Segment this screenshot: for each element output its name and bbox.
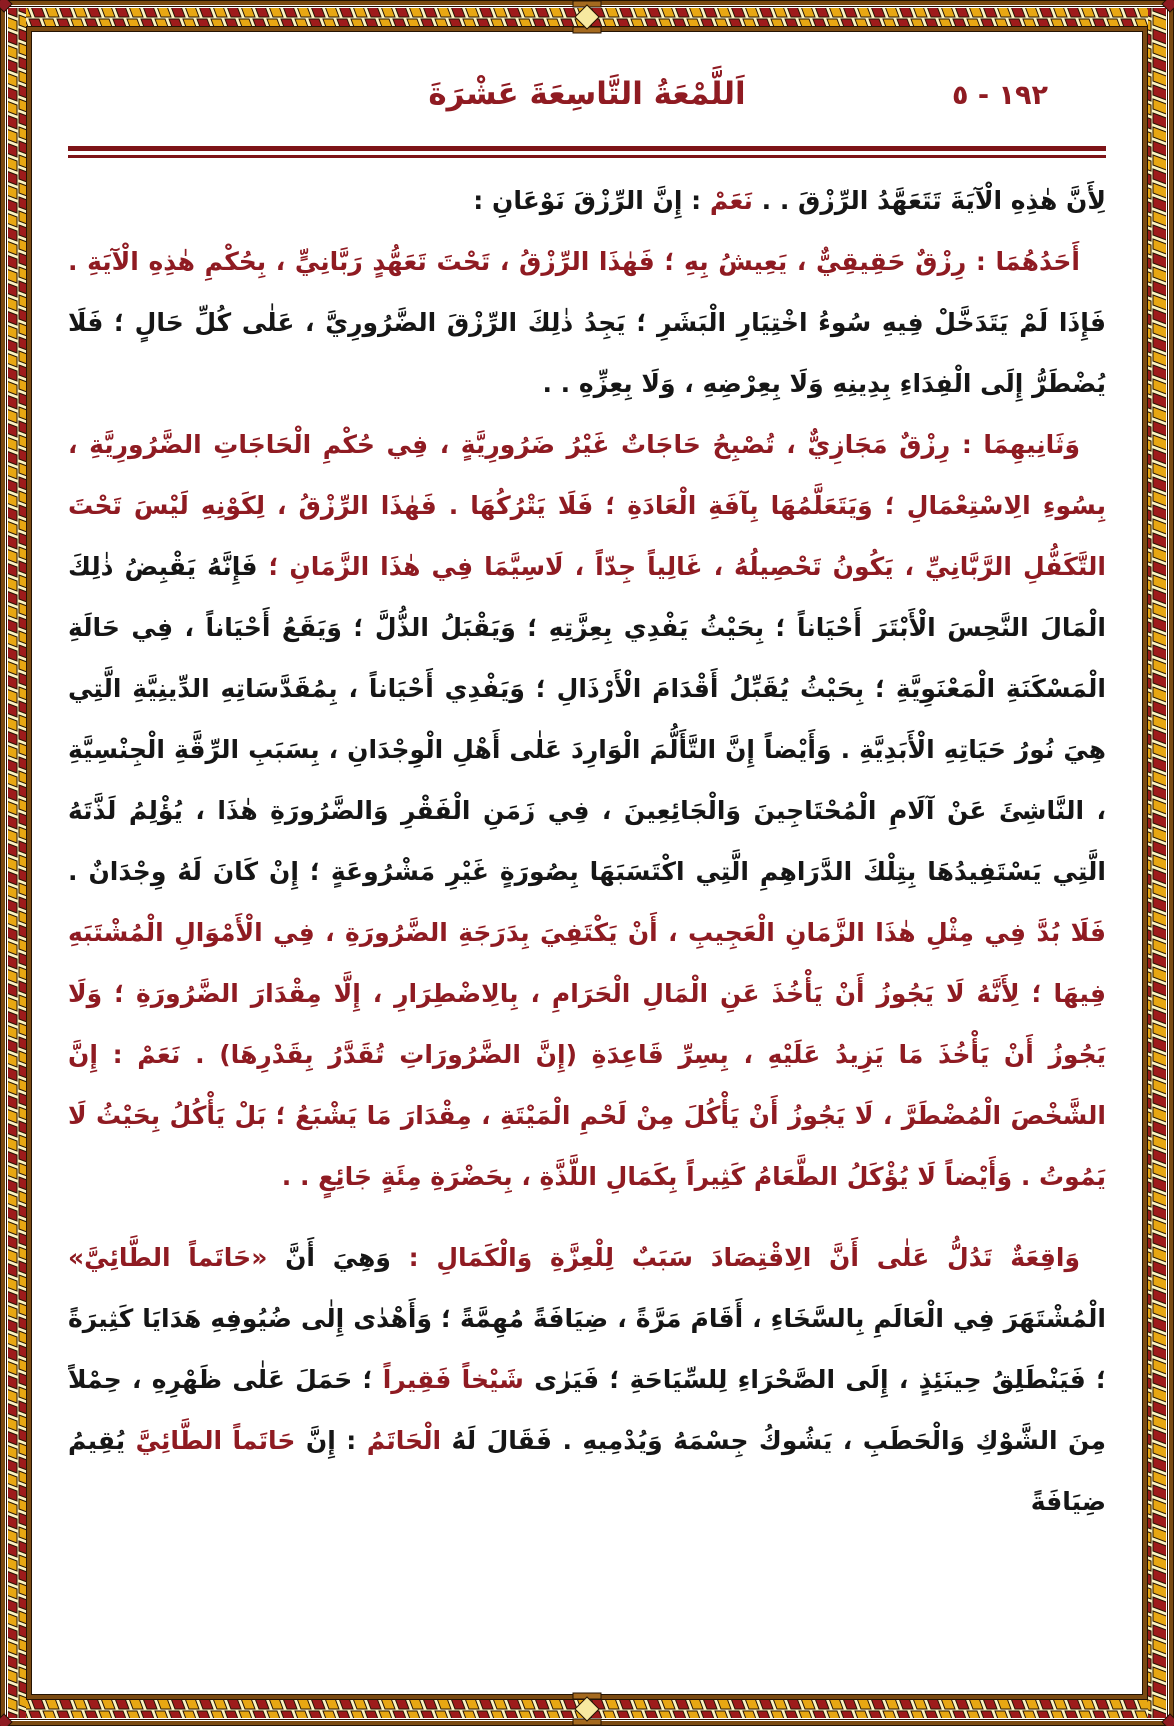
emphasis-run: الْحَاتَمُ [366, 1426, 442, 1455]
text-run: لِأَنَّ هٰذِهِ الْآيَةَ تَتَعَهَّدُ الرِّزْقَ . . [752, 186, 1106, 215]
border-band-right [1148, 8, 1166, 1718]
bottom-center-ornament [573, 1693, 601, 1725]
paragraph [68, 170, 1106, 231]
page-number-value: ١٩٢ - ٥ [952, 80, 1048, 111]
corner-ornament [1162, 0, 1174, 12]
page-title: اَللَّمْعَةُ التَّاسِعَةَ عَشْرَةَ [428, 76, 746, 112]
border-band-bottom [8, 1700, 1166, 1718]
border-band-top [8, 8, 1166, 26]
text-run: الْمُشْتَهَرَ فِي الْعَالَمِ بِالسَّخَاءِ ، أَقَامَ مَرَّةً ، ضِيَافَةً مُهِمَّةً ؛ وَأَهْدٰى إِلٰى ضُيُوفِهِ هَدَايَا كَثِيرَةً ؛ فَيَنْطَلِقُ حِينَئِذٍ ، إِلَى الصَّحْرَاءِ لِلسِّيَاحَةِ ؛ فَيَرٰى [68, 1304, 1106, 1394]
text-run: يُقِيمُ ضِيَافَةً [68, 1426, 1106, 1516]
emphasis-run: أَحَدُهُمَا : رِزْقٌ حَقِيقِيٌّ ، يَعِيشُ بِهِ ؛ فَهٰذَا الرِّزْقُ ، تَحْتَ تَعَهُّدٍ رَبَّانِيٍّ ، بِحُكْمِ هٰذِهِ الْآيَةِ . [68, 247, 1080, 276]
text-run: : إِنَّ [295, 1426, 367, 1455]
paragraph [68, 1227, 1106, 1532]
corner-ornament [0, 1714, 12, 1726]
corner-ornament [0, 0, 12, 12]
emphasis-run: نَعَمْ [709, 186, 753, 215]
emphasis-run: وَاقِعَةٌ تَدُلُّ عَلٰى أَنَّ الِاقْتِصَادَ سَبَبٌ لِلْعِزَّةِ وَالْكَمَالِ : [390, 1243, 1081, 1272]
emphasis-run: وَثَانِيهِمَا : رِزْقٌ مَجَازِيٌّ ، تُصْبِحُ حَاجَاتٌ غَيْرُ ضَرُورِيَّةٍ ، فِي حُكْمِ الْحَاجَاتِ الضَّرُورِيَّةِ ، بِسُوءِ الِاسْتِعْمَالِ ؛ وَيَتَعَلَّمُهَا بِآفَةِ الْعَادَةِ ؛ فَلَا يَتْرُكُهَا . فَهٰذَا الرِّزْقُ ، لِكَوْنِهِ لَيْسَ تَحْتَ التَّكَفُّلِ الرَّبَّانِيِّ ، يَكُونُ تَحْصِيلُهُ ، غَالِياً جِدّاً ، لَاسِيَّمَا فِي هٰذَا الزَّمَانِ ؛ [68, 430, 1106, 581]
emphasis-run: «حَاتَماً الطَّائِيَّ» [68, 1243, 268, 1272]
paragraph [68, 414, 1106, 1207]
corner-ornament [1162, 1714, 1174, 1726]
emphasis-run: شَيْخاً فَقِيراً [382, 1365, 524, 1394]
paragraph [68, 231, 1106, 414]
page-content [34, 34, 1140, 1692]
text-run: ؛ حَمَلَ عَلٰى ظَهْرِهِ ، حِمْلاً مِنَ الشَّوْكِ وَالْحَطَبِ ، يَشُوكُ جِسْمَهُ وَيُدْمِيهِ . فَقَالَ لَهُ [68, 1365, 1106, 1455]
header-divider-rule [68, 146, 1106, 158]
body-text [68, 170, 1106, 1532]
border-band-left [8, 8, 26, 1718]
page-header [68, 60, 1106, 140]
top-center-ornament [573, 1, 601, 33]
text-run: فَإِنَّهُ يَقْبِضُ ذٰلِكَ الْمَالَ النَّحِسَ الْأَبْتَرَ أَحْيَاناً ؛ بِحَيْثُ يَفْدِي بِعِزَّتِهِ ؛ وَيَقْبَلُ الذُّلَّ ؛ وَيَقَعُ أَحْيَاناً ، فِي حَالَةِ الْمَسْكَنَةِ الْمَعْنَوِيَّةِ ؛ بِحَيْثُ يُقَبِّلُ أَقْدَامَ الْأَرْذَالِ ؛ وَيَفْدِي أَحْيَاناً ، بِمُقَدَّسَاتِهِ الدِّينِيَّةِ الَّتِي هِيَ نُورُ حَيَاتِهِ الْأَبَدِيَّةِ . وَأَيْضاً إِنَّ التَّأَلُّمَ الْوَارِدَ عَلٰى أَهْلِ الْوِجْدَانِ ، بِسَبَبِ الرِّقَّةِ الْجِنْسِيَّةِ ، النَّاشِئَ عَنْ آلَامِ الْمُحْتَاجِينَ وَالْجَائِعِينَ ، فِي زَمَنِ الْفَقْرِ وَالضَّرُورَةِ هٰذَا ، يُؤْلِمُ لَذَّتَهُ الَّتِي يَسْتَفِيدُهَا بِتِلْكَ الدَّرَاهِمِ الَّتِي اكْتَسَبَهَا بِصُورَةٍ غَيْرِ مَشْرُوعَةٍ ؛ إِنْ كَانَ لَهُ وِجْدَانٌ . [68, 552, 1106, 886]
emphasis-run: حَاتَماً الطَّائِيَّ [135, 1426, 296, 1455]
emphasis-run: فَلَا بُدَّ فِي مِثْلِ هٰذَا الزَّمَانِ الْعَجِيبِ ، أَنْ يَكْتَفِيَ بِدَرَجَةِ الضَّرُورَةِ ، فِي الْأَمْوَالِ الْمُشْتَبَهِ فِيهَا ؛ لِأَنَّهُ لَا يَجُوزُ أَنْ يَأْخُذَ عَنِ الْمَالِ الْحَرَامِ ، بِالِاضْطِرَارِ ، إِلَّا مِقْدَارَ الضَّرُورَةِ ؛ وَلَا يَجُوزُ أَنْ يَأْخُذَ مَا يَزِيدُ عَلَيْهِ ، بِسِرِّ قَاعِدَةِ (إِنَّ الضَّرُورَاتِ تُقَدَّرُ بِقَدْرِهَا) . نَعَمْ : إِنَّ الشَّخْصَ الْمُضْطَرَّ ، لَا يَجُوزُ أَنْ يَأْكُلَ مِنْ لَحْمِ الْمَيْتَةِ ، مِقْدَارَ مَا يَشْبَعُ ؛ بَلْ يَأْكُلُ بِحَيْثُ لَا يَمُوتُ . وَأَيْضاً لَا يُؤْكَلُ الطَّعَامُ كَثِيراً بِكَمَالِ اللَّذَّةِ ، بِحَضْرَةِ مِئَةٍ جَائِعٍ . . [68, 918, 1106, 1191]
text-run: فَإِذَا لَمْ يَتَدَخَّلْ فِيهِ سُوءُ اخْتِيَارِ الْبَشَرِ ؛ يَجِدُ ذٰلِكَ الرِّزْقَ الضَّرُورِيَّ ، عَلٰى كُلِّ حَالٍ ؛ فَلَا يُضْطَرُّ إِلَى الْفِدَاءِ بِدِينِهِ وَلَا بِعِرْضِهِ ، وَلَا بِعِزِّهِ . . [68, 308, 1106, 398]
text-run: : إِنَّ الرِّزْقَ نَوْعَانِ : [473, 186, 710, 215]
text-run: وَهِيَ أَنَّ [267, 1243, 391, 1272]
